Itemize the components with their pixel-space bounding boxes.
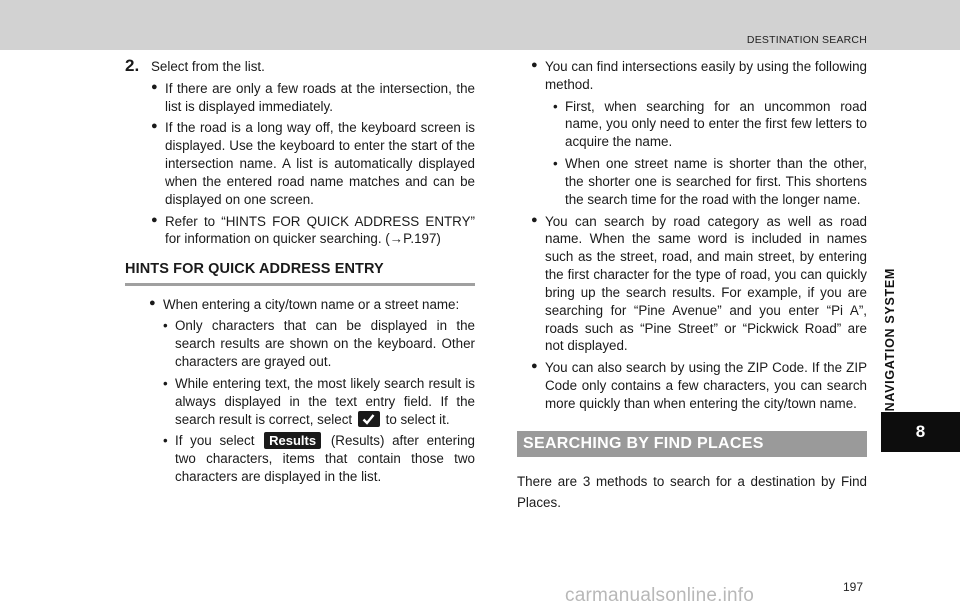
dot-icon: • [553, 156, 558, 172]
section-heading: SEARCHING BY FIND PLACES [517, 431, 867, 457]
list-item: • Only characters that can be displayed in the search results are shown on the keyboard. Other characters are grayed out. [163, 318, 475, 370]
list-item: ● You can find intersections easily by using the following method. [531, 59, 867, 92]
list-item: ● If the road is a long way off, the keyboard screen is displayed. Use the keyboard to enter the start of the intersection name. A list is automatically displayed when the entered road name matches and can be displayed on one screen. [151, 120, 475, 207]
bullet-icon: ● [151, 80, 158, 93]
results-button: Results [264, 432, 321, 449]
dot-icon: • [163, 375, 168, 391]
step-bullets [125, 80, 475, 248]
right-column [517, 58, 867, 514]
header-title: DESTINATION SEARCH [746, 34, 867, 46]
bullet-icon: ● [151, 120, 158, 133]
step-text: Select from the list. [151, 59, 265, 74]
section-body: There are 3 methods to search for a destination by Find Places. [517, 473, 867, 511]
watermark: carmanualsonline.info [565, 585, 755, 606]
bullet-icon: ● [149, 296, 156, 309]
check-icon [358, 411, 380, 427]
list-item: • First, when searching for an uncommon road name, you only need to enter the first few letters to acquire the name. [553, 98, 867, 150]
chapter-tab [881, 412, 960, 452]
step-number: 2. [125, 56, 140, 75]
hints-rule [125, 283, 475, 286]
list-item: ● You can also search by using the ZIP Code. If the ZIP Code only contains a few characters, you can search more quickly than when entering the city/town name. [531, 360, 867, 411]
list-item: ● If there are only a few roads at the intersection, the list is displayed immediately. [151, 80, 475, 114]
hints-list [125, 296, 475, 486]
dot-icon: • [553, 98, 558, 114]
list-item: • If you select Results (Results) after entering two characters, items that contain those two characters are displayed in the list. [163, 433, 475, 485]
bullet-icon: ● [531, 360, 538, 373]
list-item: ● Refer to “HINTS FOR QUICK ADDRESS ENTRY” for information on quicker searching. (→P.197) [151, 213, 475, 247]
bullet-icon: ● [531, 59, 538, 71]
hints-heading: HINTS FOR QUICK ADDRESS ENTRY [125, 261, 384, 278]
bullet-icon: ● [531, 213, 538, 226]
list-item: • When one street name is shorter than the other, the shorter one is searched for first. This shortens the search time for the road with the longer name. [553, 156, 867, 207]
chapter-number: 8 [915, 421, 926, 441]
dot-icon: • [163, 433, 168, 449]
dot-icon: • [163, 318, 168, 334]
list-item: ● When entering a city/town name or a street name: [149, 296, 460, 312]
list-item: • While entering text, the most likely search result is always displayed in the text entry field. If the search result is correct, select to select it. [163, 375, 475, 427]
page-number: 197 [843, 580, 864, 594]
step-2 [125, 58, 475, 76]
chapter-side-label: NAVIGATION SYSTEM [883, 268, 897, 412]
left-column [125, 58, 475, 490]
list-item: ● You can search by road category as well as road name. When the same word is included in names such as the street, road, and main street, by entering the first character for the type of road, you can quickly bring up the search results. For example, if you are searching for “Pine Avenue” and you enter “Pi A”, roads such as “Pine Street” or “Pickwick Road” are not displayed. [531, 213, 867, 354]
bullet-icon: ● [151, 213, 158, 226]
